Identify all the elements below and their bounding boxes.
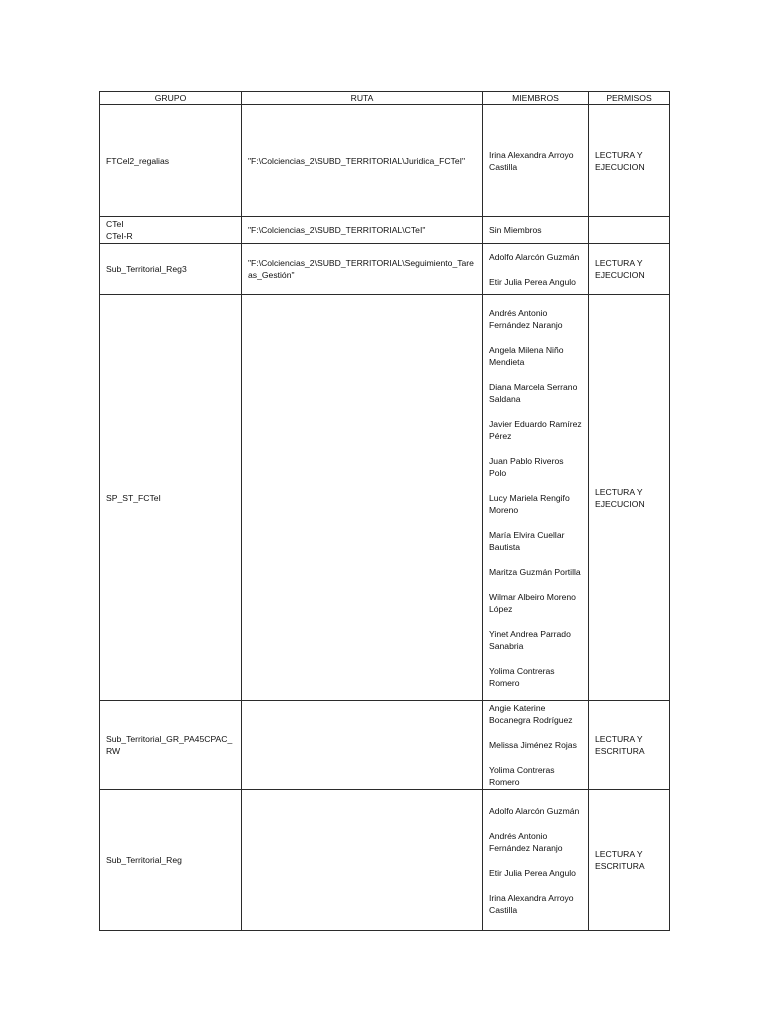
grupo-name: Sub_Territorial_Reg	[106, 855, 182, 865]
member-name: Irina Alexandra Arroyo Castilla	[489, 892, 574, 915]
cell-permiso: LECTURA Y EJECUCION	[589, 244, 670, 295]
table-row	[100, 701, 670, 790]
member-name: Etir Julia Perea Angulo	[489, 276, 576, 287]
header-grupo: GRUPO	[100, 92, 242, 105]
cell-ruta	[242, 790, 483, 931]
member-name: María Elvira Cuellar Bautista	[489, 529, 565, 552]
header-ruta: RUTA	[242, 92, 483, 105]
header-miembros: MIEMBROS	[483, 92, 589, 105]
member-name: Adolfo Alarcón Guzmán	[489, 251, 580, 262]
cell-permiso: LECTURA Y EJECUCION	[589, 295, 670, 701]
cell-permiso: LECTURA Y EJECUCION	[589, 105, 670, 217]
cell-grupo	[100, 244, 242, 295]
cell-grupo	[100, 790, 242, 931]
header-permisos: PERMISOS	[589, 92, 670, 105]
grupo-name: CTeI	[106, 219, 124, 229]
member-name: Maritza Guzmán Portilla	[489, 566, 581, 577]
cell-ruta	[242, 701, 483, 790]
member-name: Adolfo Alarcón Guzmán	[489, 805, 580, 816]
member-name: Javier Eduardo Ramírez Pérez	[489, 418, 582, 441]
grupo-name: SP_ST_FCTeI	[106, 492, 161, 503]
permissions-table	[99, 91, 670, 931]
table-row	[100, 217, 670, 244]
member-name: Angie Katerine Bocanegra Rodríguez	[489, 703, 573, 725]
member-name: Angela Milena Niño Mendieta	[489, 344, 564, 367]
cell-grupo	[100, 295, 242, 701]
member-name: Andrés Antonio Fernández Naranjo	[489, 307, 563, 330]
cell-permiso: LECTURA Y ESCRITURA	[589, 790, 670, 931]
grupo-name: FTCel2_regalias	[106, 155, 170, 166]
cell-grupo	[100, 701, 242, 790]
member-name: Etir Julia Perea Angulo	[489, 867, 576, 878]
member-name: Irina Alexandra Arroyo Castilla	[489, 149, 574, 172]
cell-ruta: "F:\Colciencias_2\SUBD_TERRITORIAL\Seguimiento_Tareas_Gestión"	[242, 244, 483, 295]
cell-permiso	[589, 217, 670, 244]
cell-miembros	[483, 790, 589, 931]
header-row	[100, 92, 670, 105]
cell-miembros	[483, 244, 589, 295]
grupo-name: CTeI-R	[106, 231, 133, 241]
cell-miembros	[483, 295, 589, 701]
cell-ruta: "F:\Colciencias_2\SUBD_TERRITORIAL\CTeI"	[242, 217, 483, 244]
table-body	[100, 105, 670, 931]
cell-permiso: LECTURA Y ESCRITURA	[589, 701, 670, 790]
member-name: Yolima Contreras Romero	[489, 765, 555, 787]
cell-miembros	[483, 105, 589, 217]
member-name: Sin Miembros	[489, 225, 542, 235]
member-name: Lucy Mariela Rengifo Moreno	[489, 492, 570, 515]
table-row	[100, 105, 670, 217]
member-name: Yinet Andrea Parrado Sanabria	[489, 628, 571, 651]
member-name: Diana Marcela Serrano Saldana	[489, 381, 578, 404]
table-row	[100, 295, 670, 701]
cell-ruta: "F:\Colciencias_2\SUBD_TERRITORIAL\Juridica_FCTeI"	[242, 105, 483, 217]
cell-miembros	[483, 701, 589, 790]
member-name: Juan Pablo Riveros Polo	[489, 455, 564, 478]
table-row	[100, 244, 670, 295]
table-row	[100, 790, 670, 931]
member-name: Melissa Jiménez Rojas	[489, 740, 577, 750]
cell-miembros	[483, 217, 589, 244]
grupo-name: Sub_Territorial_GR_PA45CPAC_RW	[106, 734, 233, 756]
grupo-name: Sub_Territorial_Reg3	[106, 264, 187, 274]
cell-grupo	[100, 217, 242, 244]
cell-grupo	[100, 105, 242, 217]
member-name: Wilmar Albeiro Moreno López	[489, 591, 576, 614]
cell-ruta	[242, 295, 483, 701]
member-name: Yolima Contreras Romero	[489, 665, 555, 688]
member-name: Andrés Antonio Fernández Naranjo	[489, 830, 563, 853]
